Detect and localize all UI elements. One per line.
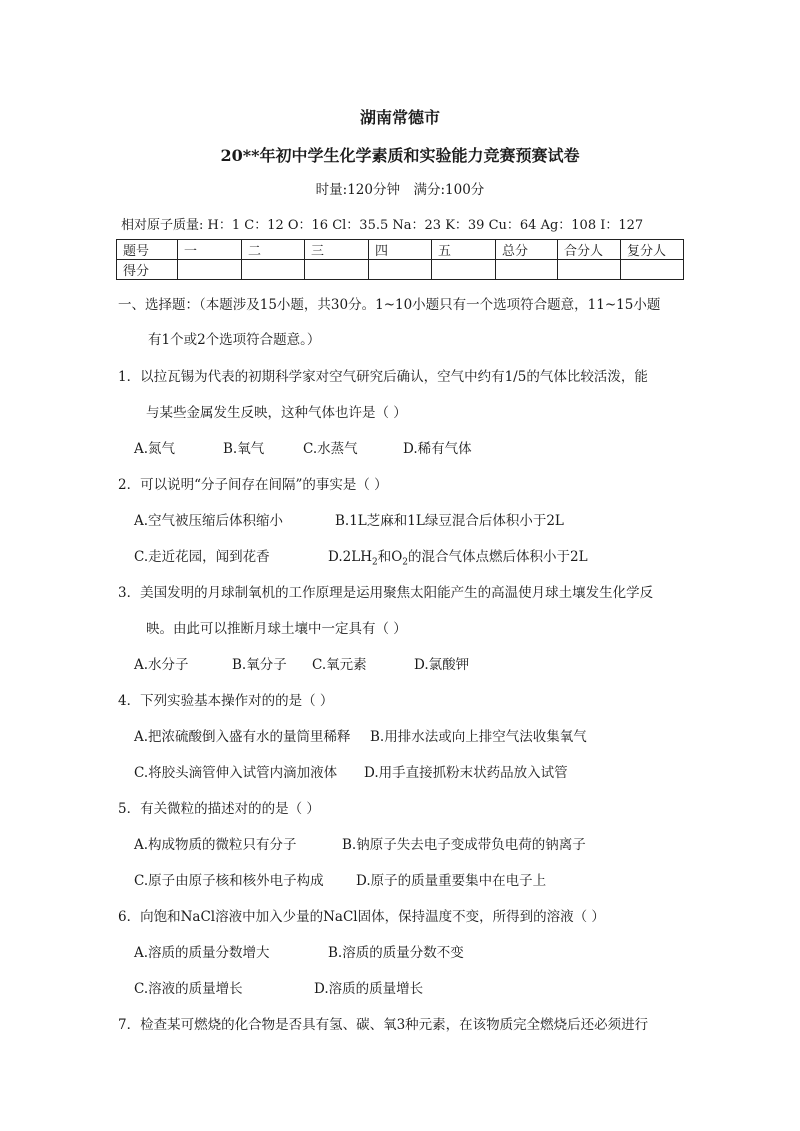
score-table xyxy=(116,239,684,280)
score-input-cell[interactable] xyxy=(305,260,369,280)
option-a: A.空气被压缩后体积缩小 xyxy=(134,513,284,529)
exam-city-title: 湖南常德市 xyxy=(359,108,440,127)
section-heading-cont: 有1个或2个选项符合题意。） xyxy=(148,332,321,348)
option-d: D.溶质的质量增长 xyxy=(314,981,424,997)
score-input-cell[interactable] xyxy=(432,260,496,280)
exam-title: 20**年初中学生化学素质和实验能力竞赛预赛试卷 xyxy=(220,146,580,165)
score-cell: 二 xyxy=(242,240,305,260)
option-b: B.氧气 xyxy=(223,441,265,457)
question-6-options-row2 xyxy=(134,977,423,997)
score-cell: 合分人 xyxy=(558,240,621,260)
option-d: D.用手直接抓粉末状药品放入试管 xyxy=(364,765,568,781)
option-c: C.水蒸气 xyxy=(303,441,358,457)
question-4-stem: 4．下列实验基本操作对的的是（ ） xyxy=(118,693,334,709)
question-3-stem-cont: 映。由此可以推断月球土壤中一定具有（ ） xyxy=(146,621,407,637)
score-cell: 三 xyxy=(305,240,369,260)
option-a: A.溶质的质量分数增大 xyxy=(134,945,270,961)
question-7-stem: 7．检查某可燃烧的化合物是否具有氢、碳、氧3种元素，在该物质完全燃烧后还必须进行 xyxy=(118,1017,649,1033)
question-2-stem: 2．可以说明“分子间存在间隔”的事实是（ ） xyxy=(118,477,388,493)
question-3-stem: 3．美国发明的月球制氧机的工作原理是运用聚焦太阳能产生的高温使月球土壤发生化学反 xyxy=(118,585,654,601)
score-input-cell[interactable] xyxy=(242,260,305,280)
score-cell: 复分人 xyxy=(621,240,684,260)
option-a: A.把浓硫酸倒入盛有水的量筒里稀释 xyxy=(134,729,351,745)
question-5-options-row2 xyxy=(134,869,546,889)
score-input-cell[interactable] xyxy=(558,260,621,280)
option-c: C.走近花园，闻到花香 xyxy=(134,549,270,565)
option-a: A.构成物质的微粒只有分子 xyxy=(134,837,297,853)
section-heading: 一、选择题：（本题涉及15小题，共30分。1~10小题只有一个选项符合题意，11~15小题 xyxy=(118,297,661,313)
option-b: B.1L芝麻和1L绿豆混合后体积小于2L xyxy=(335,513,564,529)
question-3-options xyxy=(134,653,469,673)
question-5-options-row1 xyxy=(134,833,586,853)
option-d: D.氯酸钾 xyxy=(414,657,470,673)
score-table-score-row xyxy=(117,260,684,280)
question-2-options-row2 xyxy=(134,545,588,568)
option-d: $D.2LH_2$和$O_2$的混合气体点燃后体积小于2L xyxy=(328,549,588,568)
question-1-stem-cont: 与某些金属发生反映，这种气体也许是（ ） xyxy=(146,405,407,421)
question-1-options xyxy=(134,437,472,457)
question-2-options-row1 xyxy=(134,509,564,529)
score-cell: 一 xyxy=(178,240,242,260)
question-6-stem: 6．向饱和NaCl溶液中加入少量的NaCl固体，保持温度不变，所得到的溶液（ ） xyxy=(118,909,605,925)
score-cell: 总分 xyxy=(496,240,558,260)
score-cell: 得分 xyxy=(117,260,178,280)
option-a: A.水分子 xyxy=(134,657,189,673)
score-input-cell[interactable] xyxy=(621,260,684,280)
score-table-header-row xyxy=(117,240,684,260)
score-cell: 题号 xyxy=(117,240,178,260)
option-b: B.用排水法或向上排空气法收集氧气 xyxy=(370,729,587,745)
score-cell: 四 xyxy=(369,240,432,260)
exam-time-score: 时量:120分钟 满分:100分 xyxy=(315,182,485,198)
atomic-mass-line: 相对原子质量: H：1 C：12 O：16 Cl：35.5 Na：23 K：39 Cu：64 Ag：108 I：127 xyxy=(121,218,644,233)
question-4-options-row1 xyxy=(134,725,587,745)
question-1-stem: 1．以拉瓦锡为代表的初期科学家对空气研究后确认，空气中约有1/5的气体比较活泼，能 xyxy=(118,369,648,385)
option-c: C.氧元素 xyxy=(312,657,367,673)
question-6-options-row1 xyxy=(134,941,464,961)
score-input-cell[interactable] xyxy=(496,260,558,280)
question-5-stem: 5．有关微粒的描述对的的是（ ） xyxy=(118,801,320,817)
score-input-cell[interactable] xyxy=(369,260,432,280)
option-c: C.将胶头滴管伸入试管内滴加液体 xyxy=(134,765,338,781)
option-c: C.溶液的质量增长 xyxy=(134,981,243,997)
option-b: B.溶质的质量分数不变 xyxy=(328,945,464,961)
option-b: B.氧分子 xyxy=(232,657,287,673)
option-d: D.原子的质量重要集中在电子上 xyxy=(356,873,547,889)
score-cell: 五 xyxy=(432,240,496,260)
option-b: B.钠原子失去电子变成带负电荷的钠离子 xyxy=(342,837,586,853)
question-4-options-row2 xyxy=(134,761,568,781)
option-c: C.原子由原子核和核外电子构成 xyxy=(134,873,324,889)
option-a: A.氮气 xyxy=(134,441,176,457)
option-d: D.稀有气体 xyxy=(403,441,472,457)
score-input-cell[interactable] xyxy=(178,260,242,280)
